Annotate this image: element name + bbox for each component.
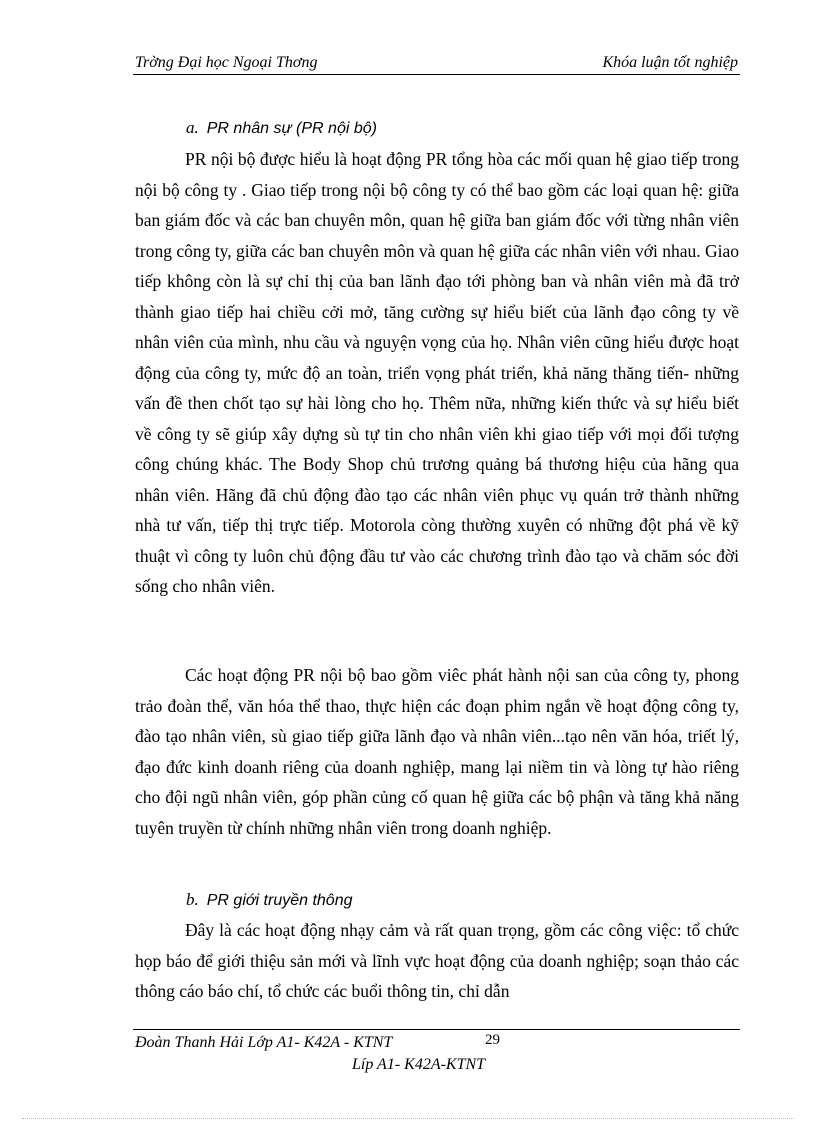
section-b-title: PR giới truyền thông [206,892,353,909]
page-bottom-border [22,1118,794,1119]
section-a-title: PR nhân sự (PR nội bộ) [206,120,377,137]
section-b-heading [186,890,353,910]
section-a-marker: a. [186,118,199,137]
paragraph-media-pr: Đây là các hoạt động nhạy cảm và rất quan trọng, gồm các công việc: tổ chức họp báo để giới thiệu sản mới và lĩnh vực hoạt động của doanh nghiệp; soạn thảo các thông cáo báo chí, tổ chức các buổi thông tin, chỉ dẫn [135,920,739,1001]
paragraph-internal-activities: Các hoạt động PR nội bộ bao gồm viêc phát hành nội san của công ty, phong trảo đoàn thể, văn hóa thể thao, thực hiện các đoạn phim ngắn về hoạt động công ty, đào tạo nhân viên, sù giao tiếp giữa lãnh đạo và nhân viên...tạo nên văn hóa, triết lý, đạo đức kinh doanh riêng của doanh nghiệp, mang lại niềm tin và lòng tự hào riêng cho đội ngũ nhân viên, góp phần củng cố quan hệ giữa các bộ phận và tăng khả năng tuyên truyền từ chính những nhân viên trong doanh nghiệp. [135,665,739,838]
page-number: 29 [485,1032,500,1048]
header-thesis-title: Khóa luận tốt nghiệp [602,54,738,71]
paragraph-internal-pr: PR nội bộ được hiểu là hoạt động PR tổng hòa các mối quan hệ giao tiếp trong nội bộ công ty . Giao tiếp trong nội bộ công ty có thể bao gồm các loại quan hệ: giữa ban giám đốc và các ban chuyên môn, quan hệ giữa ban giám đốc với từng nhân viên trong công ty, giữa các ban chuyên môn và quan hệ giữa các nhân viên với nhau. Giao tiếp không còn là sự chỉ thị của ban lãnh đạo tới phòng ban và nhân viên mà đã trở thành giao tiếp hai chiều cởi mở, tăng cường sự hiểu biết của lãnh đạo công ty về nhân viên của mình, nhu cầu và nguyện vọng của họ. Nhân viên cũng hiểu được hoạt động của công ty, mức độ an toàn, triển vọng phát triển, khả năng thăng tiến- những vấn đề then chốt tạo sự hài lòng cho họ. Thêm nữa, những kiến thức và sự hiểu biết về công ty sẽ giúp xây dựng sù tự tin cho nhân viên khi giao tiếp với mọi đối tượng công chúng khác. The Body Shop chủ trương quảng bá thương hiệu của hãng qua nhân viên. Hãng đã chủ động đào tạo các nhân viên phục vụ quán trở thành những nhà tư vấn, tiếp thị trực tiếp. Motorola còng thường xuyên có những đột phá về kỹ thuật vì công ty luôn chủ động đầu tư vào các chương trình đào tạo và chăm sóc đời sống cho nhân viên. [135,149,739,596]
footer-class: Líp A1- K42A-KTNT [352,1056,486,1073]
header-school: Trờng Đại học Ngoại Thơng [135,54,318,71]
section-a-heading [186,118,377,138]
footer-author: Đoàn Thanh Hải Lớp A1- K42A - KTNT [135,1034,393,1051]
section-b-marker: b. [186,890,199,909]
page-header [133,52,740,75]
footer-divider [133,1029,740,1030]
